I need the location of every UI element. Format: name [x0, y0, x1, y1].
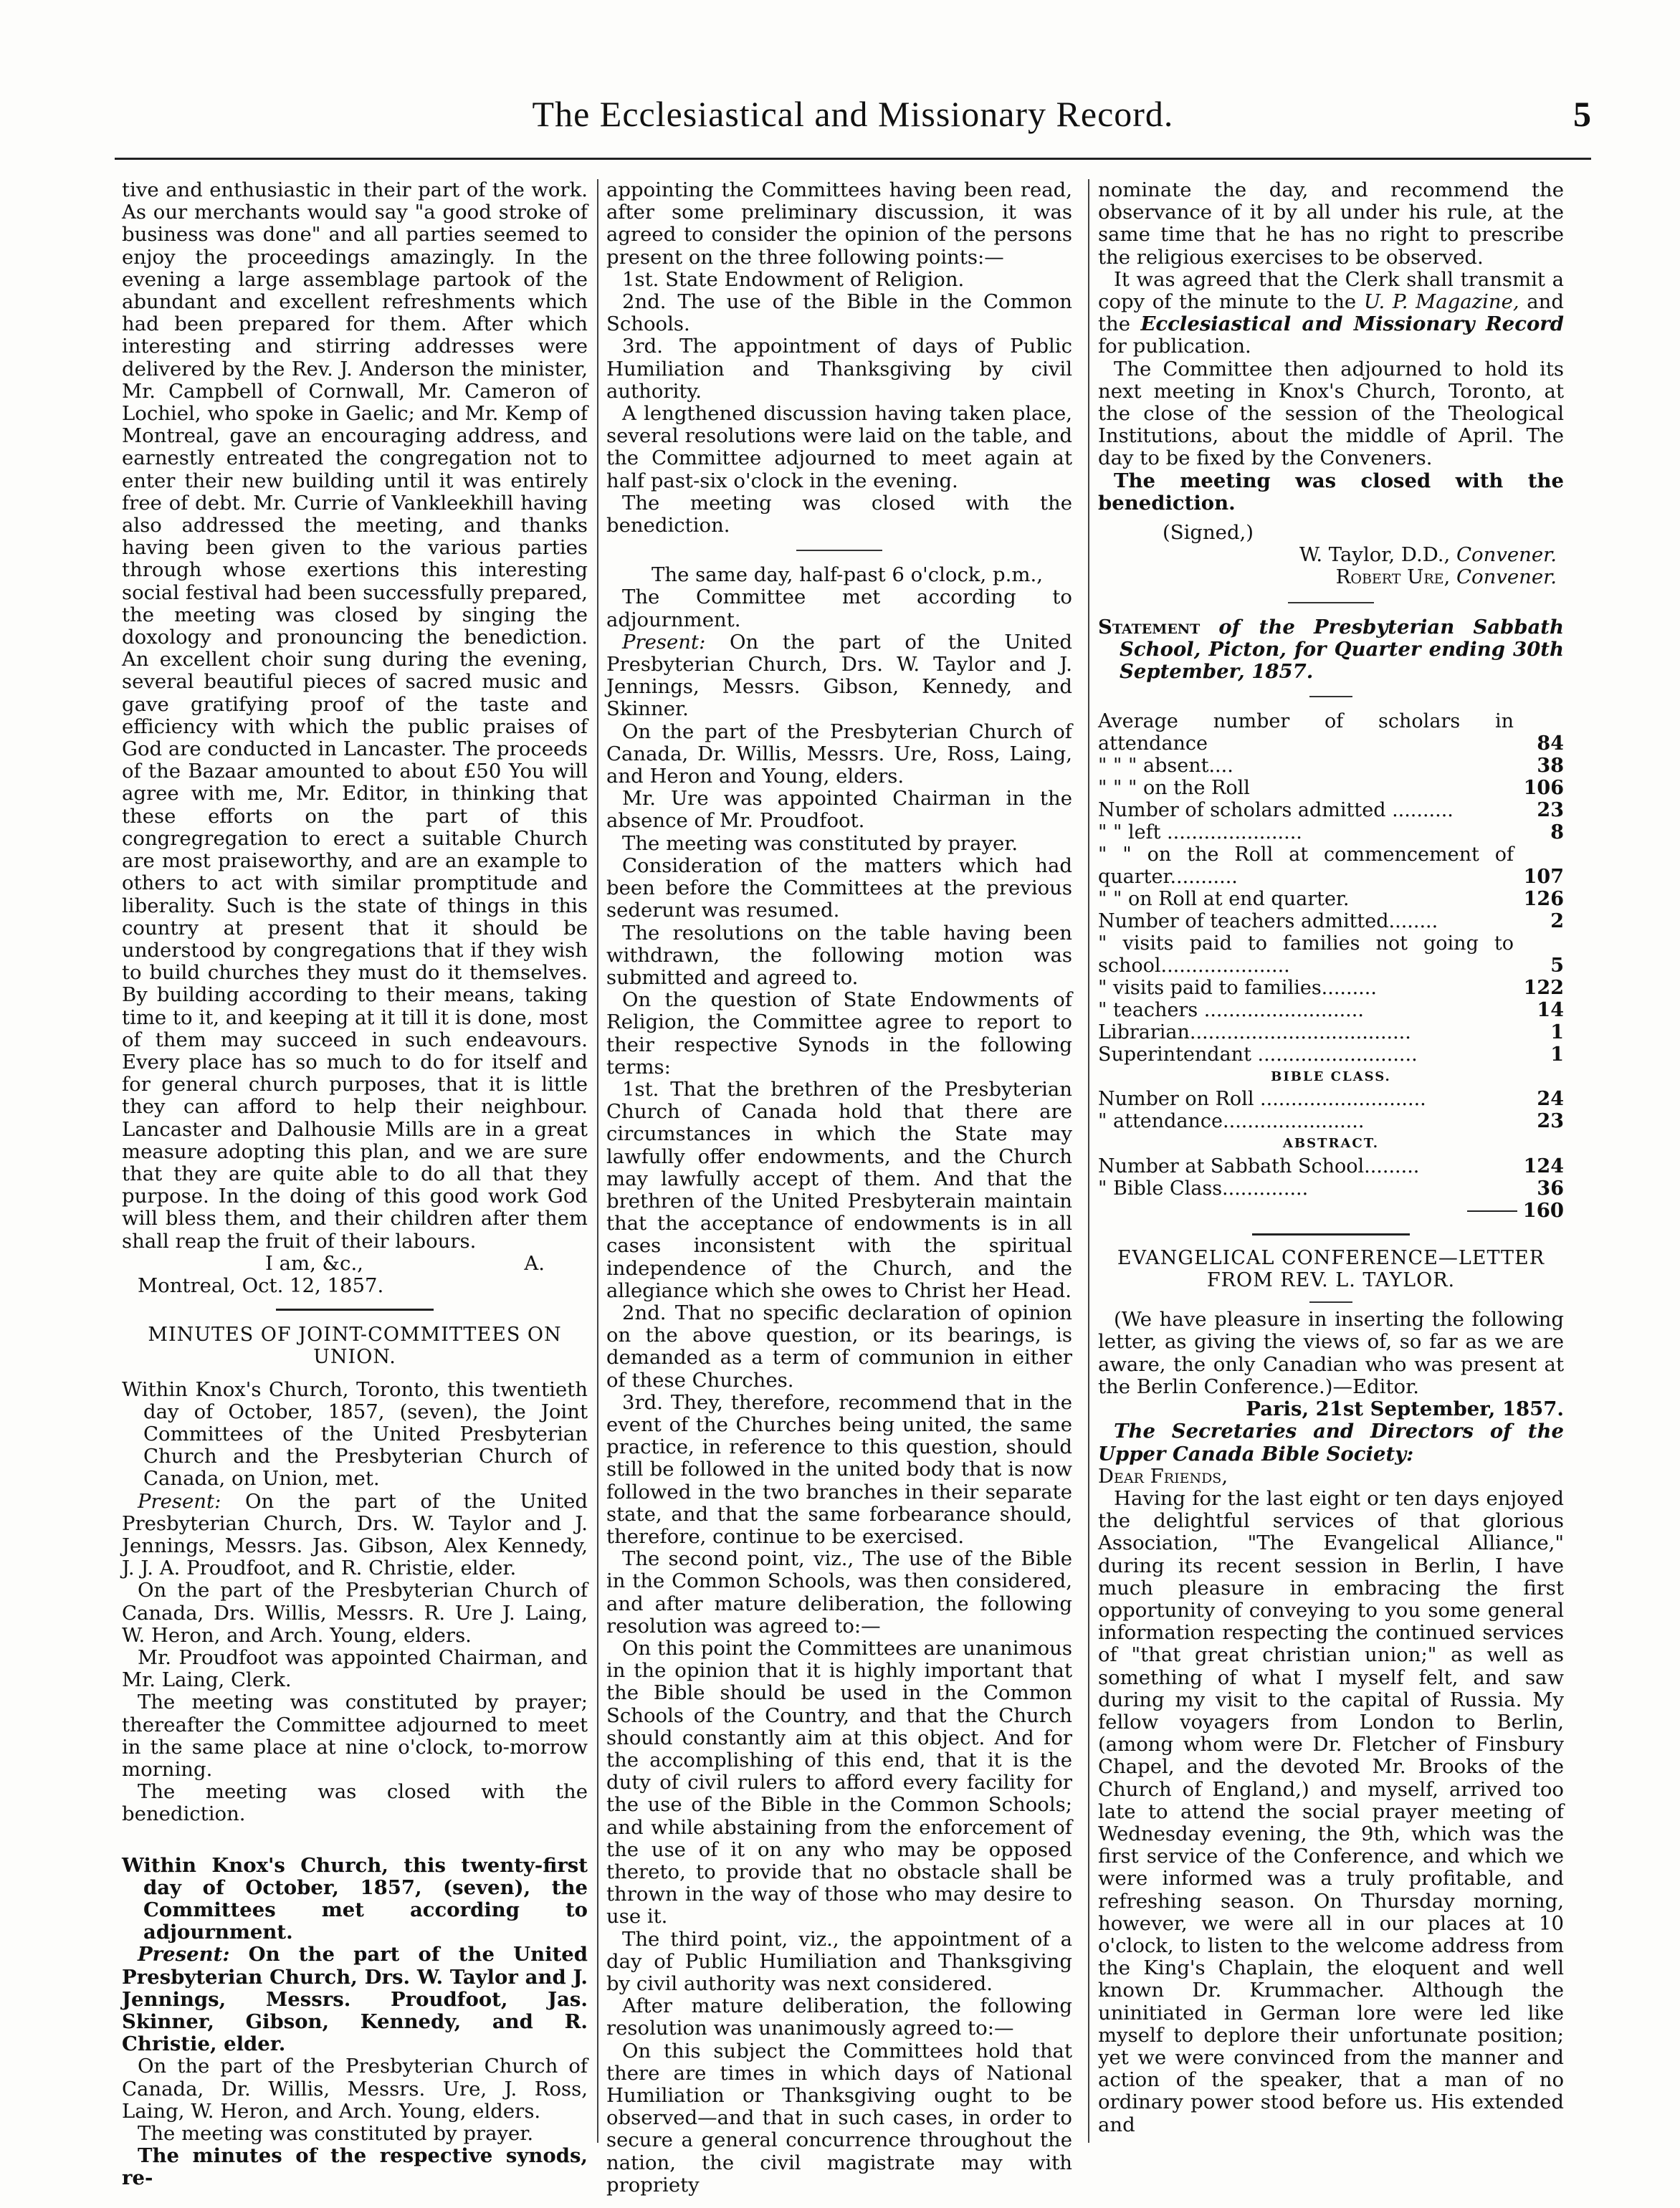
paragraph: After mature deliberation, the following resolution was unanimously agreed to:—	[606, 1994, 1072, 2040]
paragraph: 3rd. They, therefore, recommend that in the event of the Churches being united, the same practice, in reference to this question, should still be followed in the united body that is now followed in the two branches in their separate state, and that the same forbearance should, therefore, continue to be exercised.	[606, 1390, 1072, 1548]
stat-label: " Bible Class..............	[1098, 1177, 1309, 1200]
stat-row	[1098, 843, 1564, 888]
paragraph: The second point, viz., The use of the Bible in the Common Schools, was then considered, and after mature deliberation, the following resolution was agreed to:—	[606, 1547, 1072, 1638]
paragraph: The meeting was constituted by prayer.	[622, 831, 1018, 855]
stat-value: 23	[1537, 1110, 1564, 1133]
stat-value: 2	[1550, 910, 1564, 933]
stat-label: " " left ......................	[1098, 821, 1302, 844]
paragraph: On this subject the Committees hold that there are times in which days of National Humiliation or Thanksgiving ought to be observed—and that in such cases, in order to secure a general concurrence throughout the nation, the civil magistrate may with propriety	[606, 2039, 1072, 2197]
present-label: Present:	[138, 1489, 221, 1513]
stat-label: " " on the Roll at commencement of quarter...........	[1098, 843, 1514, 889]
paragraph: On the question of State Endowments of Religion, the Committee agree to report to their respective Synods in the following terms:	[606, 988, 1072, 1079]
stat-value: 23	[1537, 799, 1564, 822]
stat-value: 14	[1537, 999, 1564, 1022]
list-item: 1st. State Endowment of Religion.	[622, 267, 965, 291]
stat-label: Average number of scholars in attendance	[1098, 710, 1514, 755]
signatory-role: Convener.	[1456, 565, 1557, 589]
signatory-role: Convener.	[1456, 543, 1557, 567]
stat-label: Number of scholars admitted ..........	[1098, 799, 1454, 822]
stat-row	[1098, 799, 1564, 821]
stat-label: " teachers ..........................	[1098, 999, 1364, 1022]
paragraph: The meeting was closed with the benediction.	[122, 1780, 588, 1826]
stat-value: 124	[1523, 1155, 1564, 1177]
stat-row	[1098, 999, 1564, 1021]
paragraph: The same day, half-past 6 o'clock, p.m.,	[652, 563, 1043, 587]
stat-row	[1098, 777, 1564, 799]
stat-value: 126	[1523, 888, 1564, 911]
paragraph: 2nd. That no specific declaration of opinion on the above question, or its bearings, is demanded as a term of communion in either of these Churches.	[606, 1301, 1072, 1392]
bible-class-table	[1098, 1088, 1564, 1132]
list-item: 3rd. The appointment of days of Public Humiliation and Thanksgiving by civil authority.	[606, 335, 1072, 403]
paragraph: The resolutions on the table having been withdrawn, the following motion was submitted and agreed to.	[606, 921, 1072, 989]
stat-row	[1098, 1110, 1564, 1132]
record-title: Ecclesiastical and Missionary Record	[1140, 312, 1565, 336]
stat-value: 5	[1550, 955, 1564, 978]
paragraph: On the part of the Presbyterian Church of Canada, Dr. Willis, Messrs. Ure, J. Ross, Laing, W. Heron, and Arch. Young, elders.	[122, 2055, 588, 2123]
statistics-table	[1098, 710, 1564, 1066]
paragraph	[606, 631, 1072, 721]
paragraph: The third point, viz., the appointment of a day of Public Humiliation and Thanksgiving by civil authority was next considered.	[606, 1927, 1072, 1996]
statement-rest: of the Presbyterian Sabbath School, Picton, for Quarter ending 30th September, 1857.	[1120, 615, 1564, 684]
present-text: On the part of the United Presbyterian Church, Drs. W. Taylor and J. Jennings, Messrs. Gibson, Kennedy, and Skinner.	[606, 630, 1072, 721]
stat-row	[1098, 1021, 1564, 1043]
stat-label: " " on Roll at end quarter.	[1098, 888, 1350, 911]
page-number: 5	[1573, 94, 1591, 134]
column-divider	[1088, 179, 1089, 2143]
stat-value: 8	[1550, 821, 1564, 844]
present-label: Present:	[138, 1943, 230, 1966]
stat-value: 122	[1523, 977, 1564, 1000]
list-item: 2nd. The use of the Bible in the Common Schools.	[606, 290, 1072, 336]
abstract-table	[1098, 1155, 1564, 1200]
stat-value: 107	[1523, 866, 1564, 889]
paragraph: appointing the Committees having been read, after some preliminary discussion, it was agreed to consider the opinion of the persons present on the three following points:—	[606, 178, 1072, 269]
stat-label: " " " on the Roll	[1098, 777, 1250, 800]
stat-label: " visits paid to families.........	[1098, 977, 1377, 1000]
signatory-name: W. Taylor, D.D.,	[1299, 543, 1451, 567]
stat-value: 106	[1523, 777, 1564, 800]
paragraph: On the part of the Presbyterian Church of Canada, Drs. Willis, Messrs. R. Ure J. Laing, W. Heron, and Arch. Young, elders.	[122, 1579, 588, 1647]
publication-title: The Ecclesiastical and Missionary Record.	[532, 94, 1174, 134]
stat-row	[1098, 888, 1564, 910]
paragraph: Consideration of the matters which had been before the Committees at the previous sederunt was resumed.	[606, 854, 1072, 922]
paragraph: Mr. Ure was appointed Chairman in the absence of Mr. Proudfoot.	[606, 787, 1072, 833]
editor-note: (We have pleasure in inserting the following letter, as giving the views of, so far as we are aware, the only Canadian who was present at the Berlin Conference.)—Editor.	[1098, 1308, 1564, 1398]
closing-signature: A.	[524, 1251, 545, 1275]
closing-text: I am, &c.,	[265, 1251, 363, 1275]
column-2	[606, 178, 1072, 2197]
stat-value: 1	[1550, 1021, 1564, 1044]
stat-label: Superintendant ..........................	[1098, 1043, 1418, 1066]
paragraph: Having for the last eight or ten days enjoyed the delightful services of that glorious Association, "The Evangelical Alliance," during its recent session in Berlin, I have much pleasure in embracing the first opportunity of conveying to you some general information respecting the continued services of "that great christian union;" as well as something of what I myself felt, and saw during my visit to the capital of Russia. My fellow voyagers from London to Berlin, (among whom were Dr. Fletcher of Finsbury Chapel, and the devoted Mr. Brooks of the Church of England,) and myself, arrived too late to attend the social prayer meeting of Wednesday evening, the 9th, which was the first service of the Conference, and which we were informed was a truly profitable, and refreshing season. On Thursday morning, however, we were all in our places at 10 o'clock, to listen to the welcome address from the King's Chaplain, the eloquent and well known Dr. Krummacher. Although the uninitiated in German lore were led like myself to deplore their unfortunate position; yet we were convinced from the manner and action of the speaker, that a man of no ordinary power stood before us. His extended and	[1098, 1486, 1564, 2136]
stat-value: 36	[1537, 1177, 1564, 1200]
statement-lead: Statement	[1098, 615, 1201, 639]
paragraph: tive and enthusiastic in their part of the work. As our merchants would say "a good stroke of business was done" and all parties seemed to enjoy the proceedings amazingly. In the evening a large assemblage partook of the abundant and excellent refreshments which had been prepared for them. After which interesting and stirring addresses were delivered by the Rev. J. Anderson the minister, Mr. Campbell of Cornwall, Mr. Cameron of Lochiel, who spoke in Gaelic; and Mr. Kemp of Montreal, gave an encouraging address, and earnestly entreated the congregation not to enter their new building until it was entirely free of debt. Mr. Currie of Vankleekhill having also addressed the meeting, and thanks having been given to the various parties through whose exertions this interesting social festival had been successfully prepared, the meeting was closed by singing the doxology and pronouncing the benediction. An excellent choir sung during the evening, several beautiful pieces of sacred music and gave gratifying proof of the taste and efficiency with which the public praises of God are conducted in Lancaster. The proceeds of the Bazaar amounted to about £50 You will agree with me, Mr. Editor, in thinking that these efforts on the part of this congregregation to erect a suitable Church are most praiseworthy, and are an example to others to act with similar promptitude and liberality. Such is the state of things in this country at present that it should be understood by congregations that if they wish to build churches they must do it themselves. By building according to their means, taking time to it, and keeping at it till it is done, most of them may succeed in such endeavours. Every place has so much to do for itself and for general church purposes, that it is little they can afford to help their neighbour. Lancaster and Dalhousie Mills are in a great measure adopting this plan, and we are sure that they are quite able to do all that they purpose. In the doing of this good work God will bless them, and their children after them shall reap the fruit of their labours.	[122, 178, 588, 1253]
abstract-heading: ABSTRACT.	[1282, 1136, 1380, 1152]
stat-row	[1098, 977, 1564, 999]
paragraph: nominate the day, and recommend the observance of it by all under his rule, at the same time that he has no right to prescribe the religious exercises to be observed.	[1098, 178, 1564, 269]
signature-line	[1098, 566, 1564, 588]
signed-label: (Signed,)	[1163, 521, 1254, 545]
letter-closing	[122, 1253, 588, 1275]
stat-row	[1098, 910, 1564, 932]
paragraph: On the part of the Presbyterian Church of Canada, Dr. Willis, Messrs. Ure, Ross, Laing, and Heron and Young, elders.	[606, 720, 1072, 788]
stat-row	[1098, 1155, 1564, 1177]
header-rule	[115, 158, 1591, 160]
stat-row	[1098, 821, 1564, 843]
magazine-title: U. P. Magazine,	[1363, 290, 1519, 314]
paragraph	[122, 1944, 588, 2055]
separator	[1309, 1301, 1352, 1303]
dateline: Paris, 21st September, 1857.	[1246, 1397, 1564, 1421]
abstract-total	[1098, 1200, 1564, 1222]
paragraph: A lengthened discussion having taken place, several resolutions were laid on the table, and the Committee adjourned to meet again at half past-six o'clock in the evening.	[606, 402, 1072, 492]
stat-value: 24	[1537, 1088, 1564, 1111]
salutation: Dear Friends,	[1098, 1464, 1228, 1488]
stat-value: 84	[1537, 732, 1564, 755]
present-label: Present:	[622, 630, 706, 654]
paragraph: Within Knox's Church, Toronto, this twentieth day of October, 1857, (seven), the Joint Committees of the United Presbyterian Church and the Presbyterian Church of Canada, on Union, met.	[122, 1377, 588, 1491]
signatory-name: Robert Ure,	[1335, 565, 1451, 589]
stat-row	[1098, 1177, 1564, 1200]
stat-row	[1098, 1088, 1564, 1110]
present-text: On the part of the United Presbyterian Church, Drs. W. Taylor and J. Jennings, Messrs. Jas. Gibson, Alex Kennedy, J. J. A. Proudfoot, and R. Christie, elder.	[122, 1489, 588, 1580]
separator	[1252, 1233, 1410, 1236]
stat-row	[1098, 932, 1564, 977]
separator	[796, 550, 882, 551]
text-run: for publication.	[1098, 335, 1251, 358]
paragraph: The minutes of the respective synods, re-	[122, 2144, 588, 2190]
column-3	[1098, 179, 1564, 2143]
stat-label: " " " absent....	[1098, 755, 1233, 778]
paragraph	[122, 1491, 588, 1580]
statement-title	[1098, 616, 1564, 684]
separator	[1309, 696, 1352, 697]
dateline: Montreal, Oct. 12, 1857.	[138, 1273, 384, 1297]
column-divider	[597, 179, 598, 2143]
stat-row	[1098, 1043, 1564, 1066]
text-run: and the	[1098, 290, 1564, 336]
paragraph: 1st. That the brethren of the Presbyterian Church of Canada hold that there are circumstances in which the State may lawfully offer endowments, and the Church may lawfully accept of them. And that the brethren of the United Presbyterain maintain that the acceptance of endowments is in all cases inconsistent with the spiritual independence of the Church, and the allegiance which she owes to Christ her Head.	[606, 1077, 1072, 1302]
stat-label: " attendance.......................	[1098, 1110, 1365, 1133]
signature-line	[1098, 544, 1564, 566]
article-heading: EVANGELICAL CONFERENCE—LETTER FROM REV. L. TAYLOR.	[1117, 1246, 1545, 1292]
paragraph	[1098, 269, 1564, 358]
paragraph: The meeting was closed with the benediction.	[1098, 469, 1564, 515]
stat-label: Librarian....................................	[1098, 1021, 1411, 1044]
paragraph: On this point the Committees are unanimous in the opinion that it is highly important that the Bible should be used in the Common Schools of the Country, and that the Church should constantly aim at this object. And for the accomplishing of this end, that it is the duty of civil rulers to afford every facility for the use of the Bible in the Common Schools; and while abstaining from the enforcement of the use of it on any who may be opposed thereto, to provide that no obstacle shall be thrown in the way of those who may desire to use it.	[606, 1637, 1072, 1929]
bible-class-heading: BIBLE CLASS.	[1271, 1069, 1391, 1085]
separator	[1288, 602, 1374, 603]
stat-row	[1098, 755, 1564, 777]
text-run: It was agreed that the Clerk shall transmit a copy of the minute to the	[1098, 267, 1564, 314]
abstract-total-value: 160	[1522, 1198, 1564, 1222]
running-header	[115, 93, 1591, 150]
present-text: On the part of the United Presbyterian Church, Drs. W. Taylor and J. Jennings, Messrs. Proudfoot, Jas. Skinner, Gibson, Kennedy, and R. Christie, elder.	[122, 1943, 588, 2056]
stat-value: 1	[1550, 1043, 1564, 1066]
paragraph: The meeting was constituted by prayer; thereafter the Committee adjourned to meet in the same place at nine o'clock, to-morrow morning.	[122, 1691, 588, 1782]
paragraph: The meeting was closed with the benediction.	[606, 491, 1072, 537]
column-1	[122, 178, 588, 2190]
paragraph: The Committee then adjourned to hold its next meeting in Knox's Church, Toronto, at the close of the session of the Theological Institutions, about the middle of April. The day to be fixed by the Conveners.	[1098, 357, 1564, 470]
paragraph: The Committee met according to adjournment.	[606, 586, 1072, 631]
stat-value: 38	[1537, 755, 1564, 778]
stat-label: " visits paid to families not going to school.....................	[1098, 932, 1514, 978]
addressee: The Secretaries and Directors of the Upper Canada Bible Society:	[1098, 1420, 1564, 1466]
stat-label: Number on Roll ...........................	[1098, 1088, 1426, 1111]
stat-row	[1098, 710, 1564, 755]
paragraph: Mr. Proudfoot was appointed Chairman, and Mr. Laing, Clerk.	[122, 1646, 588, 1692]
paragraph: The meeting was constituted by prayer.	[138, 2122, 534, 2146]
stat-label: Number of teachers admitted........	[1098, 910, 1438, 933]
separator	[276, 1309, 434, 1311]
paragraph: Within Knox's Church, this twenty-first day of October, 1857, (seven), the Committees met according to adjournment.	[122, 1853, 588, 1944]
article-heading: MINUTES OF JOINT-COMMITTEES ON UNION.	[148, 1324, 562, 1369]
stat-label: Number at Sabbath School.........	[1098, 1155, 1420, 1177]
